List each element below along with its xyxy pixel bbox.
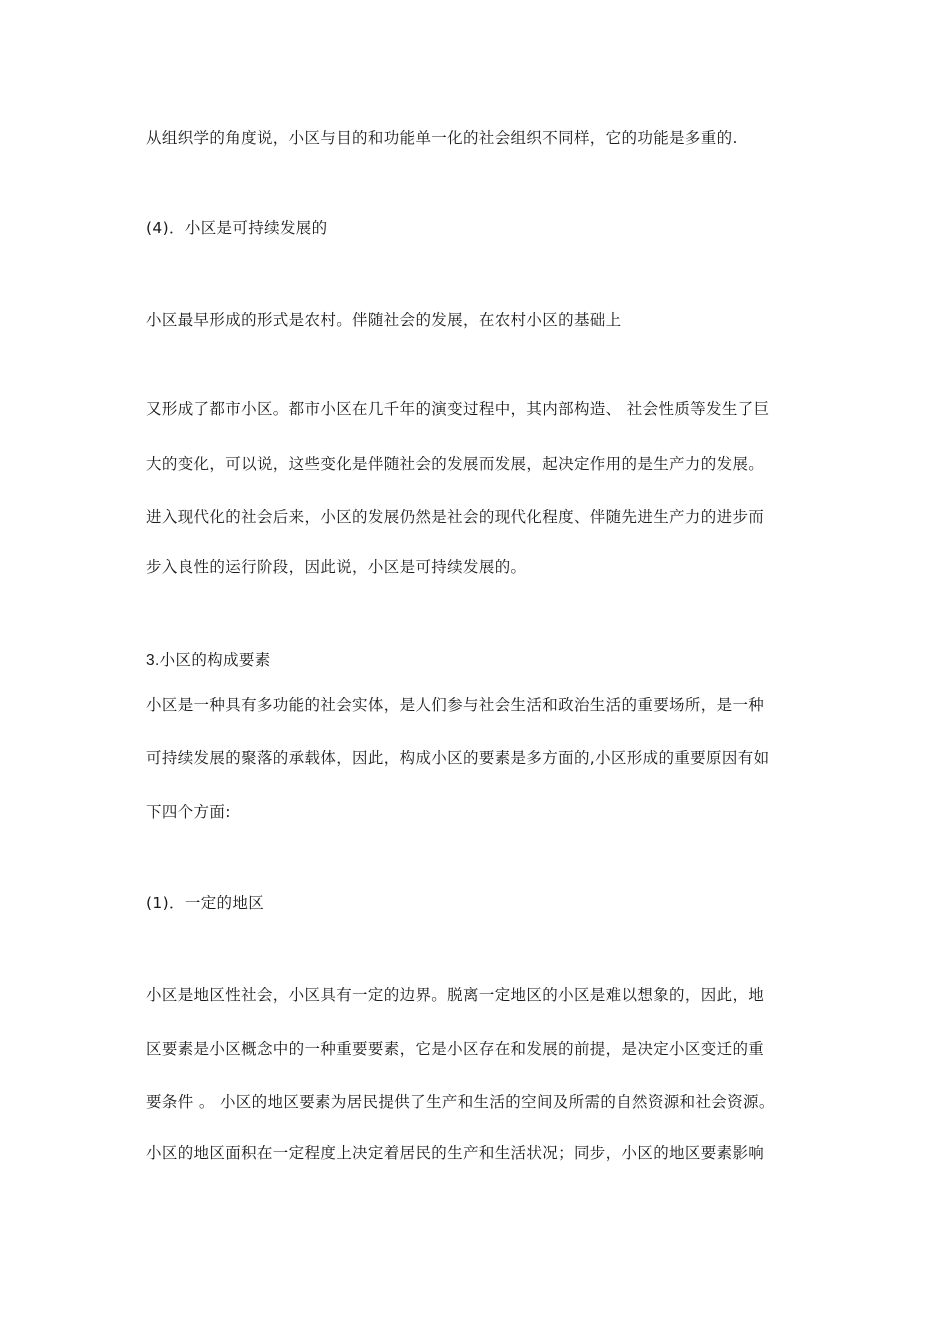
paragraph-line-great-change: 大的变化，可以说，这些变化是伴随社会的发展而发展，起决定作用的是生产力的发展。 (146, 455, 765, 473)
heading-certain-region: (1)．一定的地区 (146, 894, 265, 912)
paragraph-line-social-entity: 小区是一种具有多功能的社会实体，是人们参与社会生活和政治生活的重要场所，是一种 (146, 696, 765, 714)
paragraph-line-regional-element: 区要素是小区概念中的一种重要要素，它是小区存在和发展的前提，是决定小区变迁的重 (146, 1040, 765, 1058)
paragraph-line-rural-origin: 小区最早形成的形式是农村。伴随社会的发展，在农村小区的基础上 (146, 311, 622, 329)
paragraph-line-urban-formation: 又形成了都市小区。都市小区在几千年的演变过程中，其内部构造、 社会性质等发生了巨 (146, 400, 770, 418)
heading-sustainable-development: (4)．小区是可持续发展的 (146, 219, 328, 237)
paragraph-line-regional-area: 小区的地区面积在一定程度上决定着居民的生产和生活状况；同步，小区的地区要素影响 (146, 1144, 765, 1162)
paragraph-line-modernization: 进入现代化的社会后来，小区的发展仍然是社会的现代化程度、伴随先进生产力的进步而 (146, 508, 765, 526)
paragraph-line-important-condition: 要条件 。 小区的地区要素为居民提供了生产和生活的空间及所需的自然资源和社会资源。 (146, 1093, 775, 1111)
section-heading-community-elements: 3.小区的构成要素 (146, 652, 271, 669)
paragraph-line-organization-function: 从组织学的角度说，小区与目的和功能单一化的社会组织不同样，它的功能是多重的. (146, 129, 738, 147)
paragraph-line-settlement-carrier: 可持续发展的聚落的承载体，因此，构成小区的要素是多方面的,小区形成的重要原因有如 (146, 749, 770, 767)
paragraph-line-regional-society: 小区是地区性社会，小区具有一定的边界。脱离一定地区的小区是难以想象的，因此，地 (146, 986, 765, 1004)
paragraph-line-four-aspects: 下四个方面: (146, 803, 231, 821)
paragraph-line-benign-operation: 步入良性的运行阶段，因此说，小区是可持续发展的。 (146, 558, 527, 576)
